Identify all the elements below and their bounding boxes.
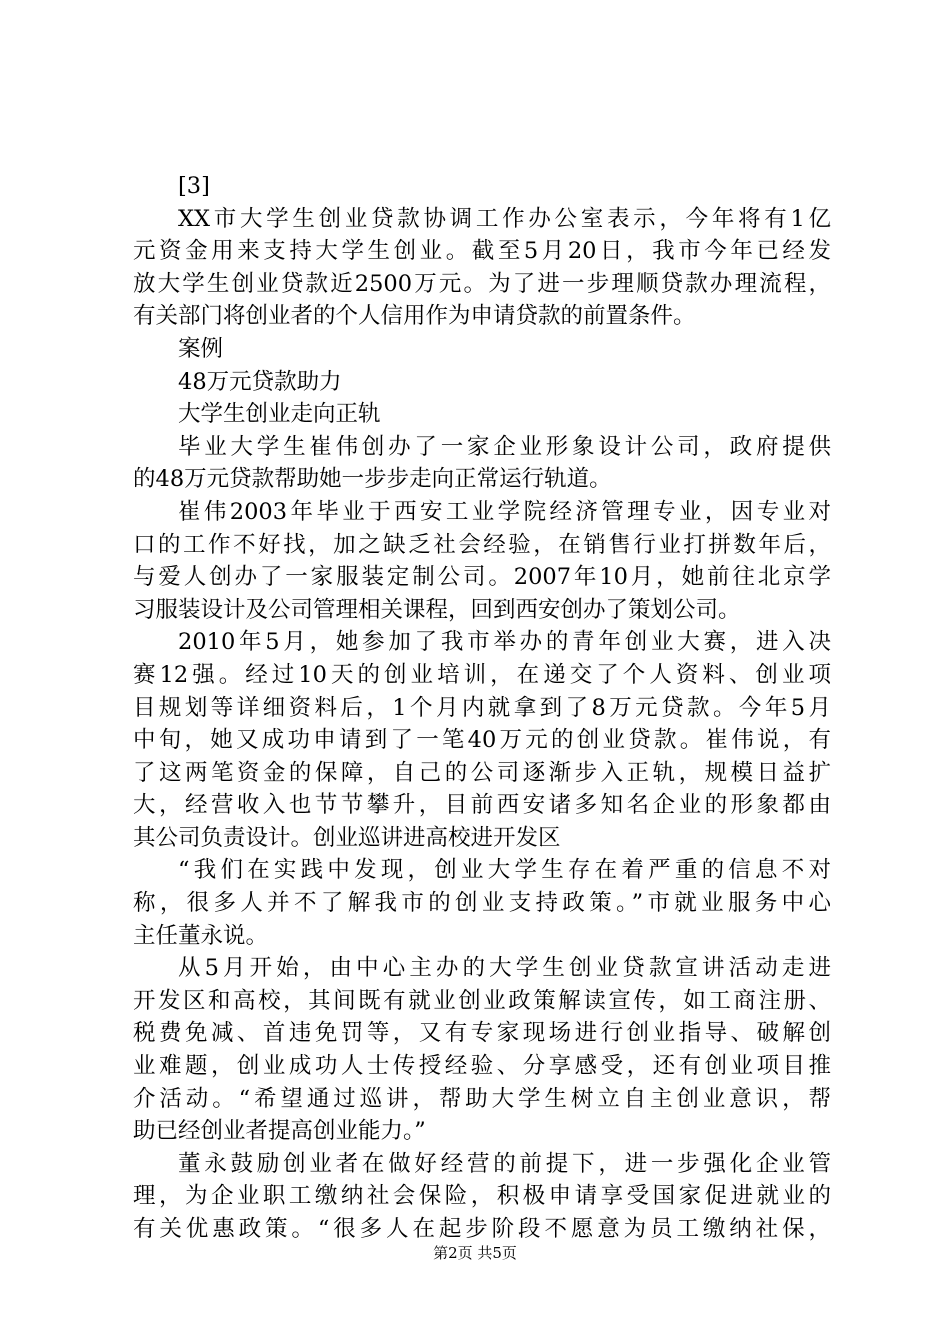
body-text (133, 170, 831, 1246)
text-line: 介活动。“希望通过巡讲，帮助大学生树立自主创业意识，帮 (133, 1085, 831, 1112)
text-line: 与爱人创办了一家服装定制公司。2007年10月，她前往北京学 (133, 564, 831, 591)
text-line: 有关部门将创业者的个人信用作为申请贷款的前置条件。 (133, 303, 696, 330)
text-line: 赛12强。经过10天的创业培训，在递交了个人资料、创业项 (133, 661, 831, 688)
page-footer: 第2页 共5页 (433, 1244, 517, 1262)
text-line: 习服装设计及公司管理相关课程，回到西安创办了策划公司。 (133, 596, 741, 623)
text-line: 元资金用来支持大学生创业。截至5月20日，我市今年已经发 (133, 238, 831, 265)
text-line: 其公司负责设计。创业巡讲进高校进开发区 (133, 824, 561, 851)
text-line: 目规划等详细资料后，1个月内就拿到了8万元贷款。今年5月 (133, 694, 831, 721)
text-line: 毕业大学生崔伟创办了一家企业形象设计公司，政府提供 (178, 433, 831, 460)
text-line: 税费免减、首违免罚等，又有专家现场进行创业指导、破解创 (133, 1020, 831, 1047)
text-line: 放大学生创业贷款近2500万元。为了进一步理顺贷款办理流程， (133, 270, 831, 297)
text-line: 口的工作不好找，加之缺乏社会经验，在销售行业打拼数年后， (133, 531, 831, 558)
text-line: 大，经营收入也节节攀升，目前西安诸多知名企业的形象都由 (133, 792, 831, 819)
text-line: 助已经创业者提高创业能力。” (133, 1118, 426, 1145)
text-line: 董永鼓励创业者在做好经营的前提下，进一步强化企业管 (178, 1150, 831, 1177)
text-line: 大学生创业走向正轨 (178, 401, 381, 428)
text-line: [3] (178, 173, 210, 199)
text-line: “我们在实践中发现，创业大学生存在着严重的信息不对 (178, 857, 831, 884)
text-line: XX市大学生创业贷款协调工作办公室表示，今年将有1亿 (178, 205, 831, 232)
text-line: 理，为企业职工缴纳社会保险，积极申请享受国家促进就业的 (133, 1183, 831, 1210)
text-line: 有关优惠政策。“很多人在起步阶段不愿意为员工缴纳社保， (133, 1216, 831, 1242)
text-line: 开发区和高校，其间既有就业创业政策解读宣传，如工商注册、 (133, 987, 831, 1014)
text-line: 的48万元贷款帮助她一步步走向正常运行轨道。 (133, 466, 612, 493)
text-line: 从5月开始，由中心主办的大学生创业贷款宣讲活动走进 (178, 955, 831, 982)
text-line: 2010年5月，她参加了我市举办的青年创业大赛，进入决 (178, 629, 831, 656)
text-line: 案例 (178, 335, 224, 362)
text-line: 主任董永说。 (133, 922, 269, 949)
text-line: 48万元贷款助力 (178, 368, 342, 395)
text-line: 称，很多人并不了解我市的创业支持政策。”市就业服务中心 (133, 890, 831, 917)
text-line: 中旬，她又成功申请到了一笔40万元的创业贷款。崔伟说，有 (133, 727, 831, 754)
text-line: 了这两笔资金的保障，自己的公司逐渐步入正轨，规模日益扩 (133, 759, 831, 786)
text-line: 业难题，创业成功人士传授经验、分享感受，还有创业项目推 (133, 1053, 831, 1080)
text-line: 崔伟2003年毕业于西安工业学院经济管理专业，因专业对 (178, 498, 831, 525)
